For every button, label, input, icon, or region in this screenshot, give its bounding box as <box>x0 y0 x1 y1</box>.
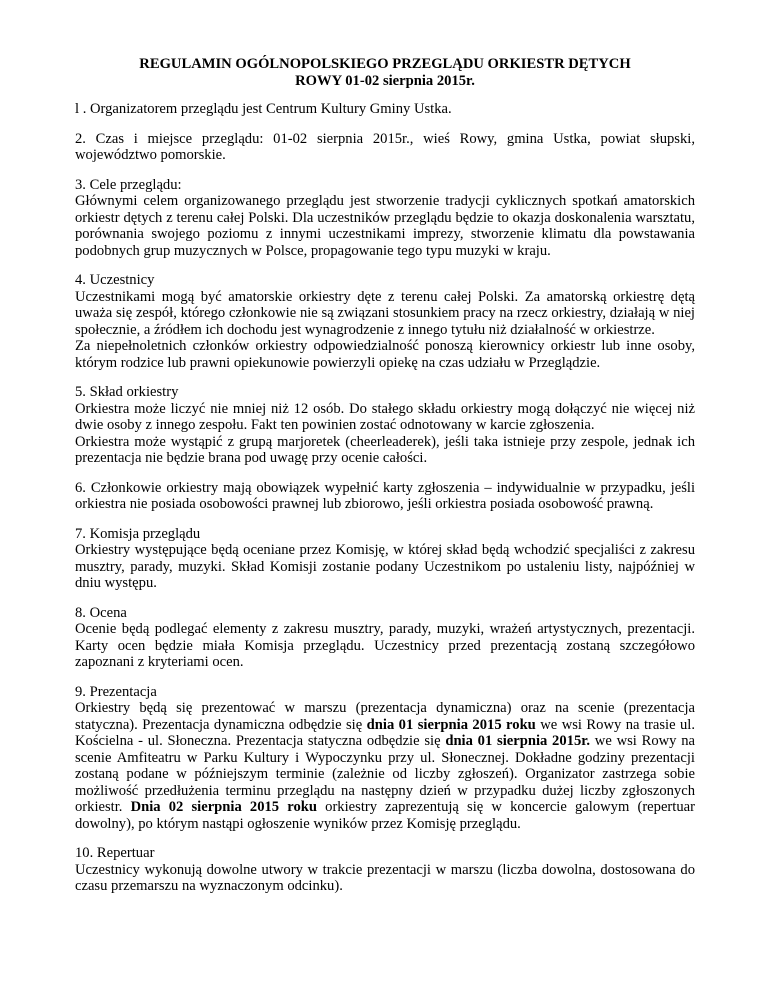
section-1 <box>75 101 695 118</box>
section-7-heading: 7. Komisja przeglądu <box>75 525 201 542</box>
section-1-text: l . Organizatorem przeglądu jest Centrum Kultury Gminy Ustka. <box>75 101 452 117</box>
section-10-body: Uczestnicy wykonują dowolne utwory w trakcie prezentacji w marszu (liczba dowolna, dostosowana do czasu przemarszu na wyznaczonym odcinku). <box>75 861 695 894</box>
section-9-text-2: we wsi Rowy na trasie ul. Kościelna - ul. Słoneczna. Prezentacja statyczna odbędzie się <box>75 716 695 749</box>
section-8-body: Ocenie będą podlegać elementy z zakresu musztry, parady, muzyki, wrażeń artystycznych, prezentacji. Karty ocen będzie miała Komisja przeglądu. Uczestnicy przed prezentacją zostaną szczegółowo zapoznani z kryteriami ocen. <box>75 621 695 670</box>
section-5 <box>75 384 695 467</box>
section-9-date-1: dnia 01 sierpnia 2015 roku <box>366 716 536 733</box>
section-5-body-1: Orkiestra może liczyć nie mniej niż 12 osób. Do stałego składu orkiestry mogą dołączyć nie więcej niż dwie osoby z innego zespołu. Fakt ten powinien zostać odnotowany w karcie zgłoszenia. <box>75 400 695 433</box>
section-9-text-4: orkiestry zaprezentują się w koncercie galowym (repertuar dowolny), po którym nastąpi ogłoszenie wyników przez Komisję przeglądu. <box>75 799 695 832</box>
section-9-date-3: Dnia 02 sierpnia 2015 roku <box>130 799 317 815</box>
document-title <box>75 56 695 89</box>
section-9-text-3: we wsi Rowy na scenie Amfiteatru w Parku Kultury i Wypoczynku przy ul. Słonecznej. Dokładne godziny prezentacji zostaną podane w późniejszym terminie (zależnie od liczby zgłoszeń). Organizator zastrzega sobie możliwość przedłużenia terminu przeglądu na następny dzień w przypadku dużej liczby zgłoszonych orkiestr. <box>75 733 695 815</box>
section-4-body-2: Za niepełnoletnich członków orkiestry odpowiedzialność ponoszą kierownicy orkiestr lub inne osoby, którym rodzice lub prawni opiekunowie powierzyli opiekę na czas udziału w Przeglądzie. <box>75 338 695 371</box>
section-5-heading: 5. Skład orkiestry <box>75 384 179 400</box>
section-9-heading: 9. Prezentacja <box>75 683 157 700</box>
section-5-body-2: Orkiestra może wystąpić z grupą marjoretek (cheerleaderek), jeśli taka istnieje przy zespole, jednak ich prezentacja nie będzie brana pod uwagę przy ocenie całości. <box>75 433 695 466</box>
section-2-text: 2. Czas i miejsce przeglądu: 01-02 sierpnia 2015r., wieś Rowy, gmina Ustka, powiat słupski, województwo pomorskie. <box>75 130 695 163</box>
section-9-date-2: dnia 01 sierpnia 2015r. <box>445 733 591 749</box>
section-8-heading: 8. Ocena <box>75 604 127 621</box>
section-3 <box>75 177 695 260</box>
section-10 <box>75 845 695 895</box>
section-7 <box>75 526 695 592</box>
section-6-text: 6. Członkowie orkiestry mają obowiązek wypełnić karty zgłoszenia – indywidualnie w przypadku, jeśli orkiestra nie posiada osobowości prawnej lub zbiorowo, jeśli orkiestra posiada osobowość prawną. <box>75 479 695 512</box>
document-page <box>75 56 695 908</box>
section-3-heading: 3. Cele przeglądu: <box>75 176 182 193</box>
section-3-body: Głównymi celem organizowanego przeglądu jest stworzenie tradycji cyklicznych spotkań amatorskich orkiestr dętych z terenu całej Polski. Dla uczestników przeglądu będzie to okazja doskonalenia warsztatu, porównania swojego poziomu z innymi uczestnikami imprezy, stworzenie klimatu dla powstawania podobnych grup muzycznych w Polsce, propagowanie tego typu muzyki w kraju. <box>75 193 695 259</box>
section-9-body <box>75 700 695 832</box>
section-7-body: Orkiestry występujące będą oceniane przez Komisję, w której skład będą wchodzić specjaliści z zakresu musztry, parady, muzyki. Skład Komisji zostanie podany Uczestnikom po ustaleniu listy, najpóźniej w dniu występu. <box>75 542 695 591</box>
section-6 <box>75 480 695 513</box>
section-4 <box>75 272 695 371</box>
section-8 <box>75 605 695 671</box>
section-10-heading: 10. Repertuar <box>75 845 155 861</box>
title-line-2: ROWY 01-02 sierpnia 2015r. <box>295 72 475 89</box>
title-line-1: REGULAMIN OGÓLNOPOLSKIEGO PRZEGLĄDU ORKIESTR DĘTYCH <box>139 56 631 72</box>
section-4-body-1: Uczestnikami mogą być amatorskie orkiestry dęte z terenu całej Polski. Za amatorską orkiestrę dętą uważa się zespół, którego członkowie nie są związani stosunkiem pracy na rzecz orkiestry, działają w niej społecznie, a źródłem ich dochodu jest wynagrodzenie z innego tytułu niż działalność w orkiestrze. <box>75 288 695 338</box>
section-4-heading: 4. Uczestnicy <box>75 272 155 288</box>
section-9-text-1: Orkiestry będą się prezentować w marszu (prezentacja dynamiczna) oraz na scenie (prezentacja statyczna). Prezentacja dynamiczna odbędzie się <box>75 700 695 733</box>
section-2 <box>75 131 695 164</box>
section-9 <box>75 684 695 833</box>
